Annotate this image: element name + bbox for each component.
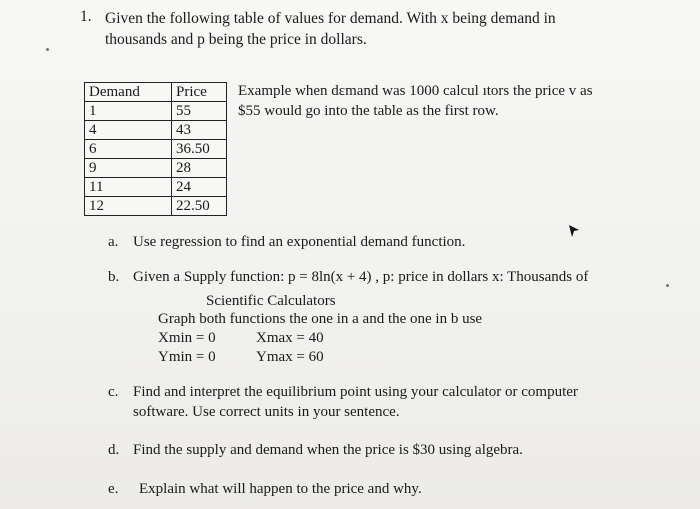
part-c-label: c.	[108, 384, 119, 400]
question-prompt	[105, 8, 625, 50]
price-cell: 28	[172, 159, 227, 178]
part-b-line-2: Scientific Calculators	[206, 293, 336, 309]
part-a-text: Use regression to find an exponential demand function.	[133, 234, 466, 250]
question-line-2: thousands and p being the price in dollars.	[105, 31, 367, 48]
question-line-1: Given the following table of values for demand. With x being demand in	[105, 10, 556, 27]
demand-price-table	[84, 82, 227, 216]
example-note	[238, 81, 638, 121]
window-ymax: Ymax = 60	[256, 349, 324, 365]
part-d-text: Find the supply and demand when the price is $30 using algebra.	[133, 442, 523, 458]
part-a-label: a.	[108, 234, 119, 250]
column-header-price: Price	[172, 83, 227, 102]
example-line-1: Example when dɛmand was 1000 calcul ıtors the price v as	[238, 83, 593, 99]
demand-cell: 1	[85, 102, 172, 121]
part-b-label: b.	[108, 269, 120, 285]
part-e-text: Explain what will happen to the price and why.	[139, 481, 422, 497]
window-xmax: Xmax = 40	[256, 330, 324, 346]
table-row	[85, 140, 227, 159]
demand-cell: 6	[85, 140, 172, 159]
price-cell: 24	[172, 178, 227, 197]
table-row	[85, 159, 227, 178]
column-header-demand: Demand	[85, 83, 172, 102]
window-ymin: Ymin = 0	[158, 349, 216, 365]
part-b-line-1: Given a Supply function: p = 8ln(x + 4) , p: price in dollars x: Thousands of	[133, 269, 589, 285]
demand-cell: 9	[85, 159, 172, 178]
demand-cell: 4	[85, 121, 172, 140]
table-row	[85, 121, 227, 140]
mouse-pointer-icon	[568, 224, 580, 238]
price-cell: 22.50	[172, 197, 227, 216]
table-header-row	[85, 83, 227, 102]
question-number: 1.	[80, 8, 92, 25]
demand-cell: 12	[85, 197, 172, 216]
part-c-line-2: software. Use correct units in your sentence.	[133, 404, 400, 420]
table-row	[85, 102, 227, 121]
paper-speck	[46, 48, 49, 51]
table-row	[85, 178, 227, 197]
table-row	[85, 197, 227, 216]
part-b-line-3: Graph both functions the one in a and the one in b use	[158, 311, 483, 327]
price-cell: 55	[172, 102, 227, 121]
demand-cell: 11	[85, 178, 172, 197]
part-d-label: d.	[108, 442, 120, 458]
part-e-label: e.	[108, 481, 119, 497]
part-c-line-1: Find and interpret the equilibrium point using your calculator or computer	[133, 384, 578, 400]
price-cell: 43	[172, 121, 227, 140]
paper-speck	[666, 284, 669, 287]
example-line-2: $55 would go into the table as the first row.	[238, 103, 499, 119]
price-cell: 36.50	[172, 140, 227, 159]
window-xmin: Xmin = 0	[158, 330, 216, 346]
